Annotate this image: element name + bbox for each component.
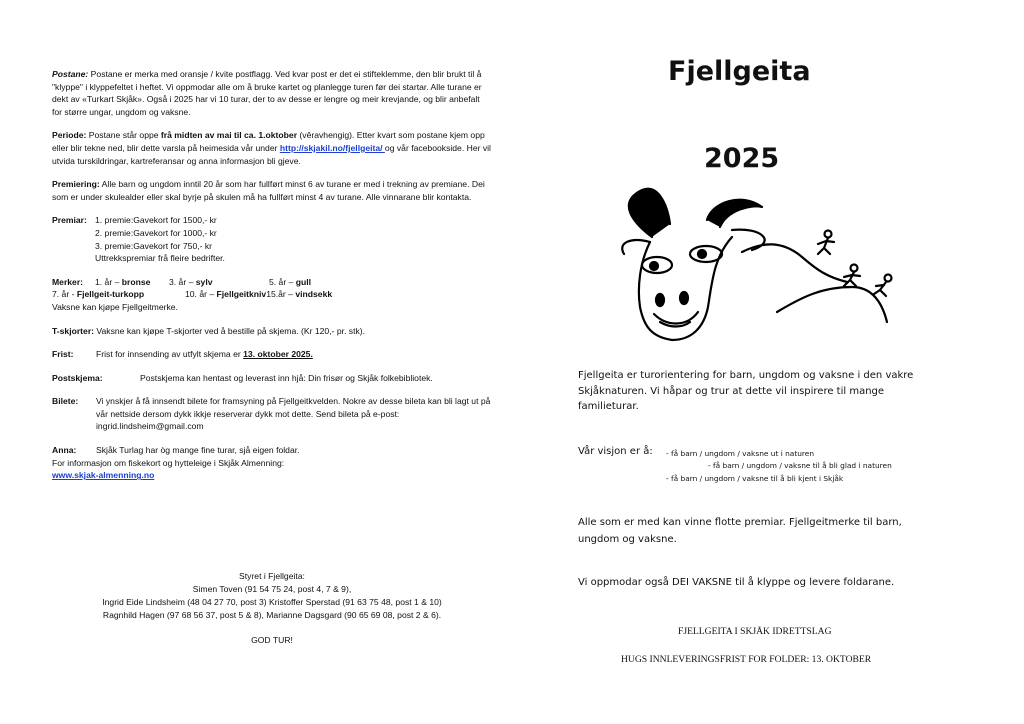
prize-text: Alle som er med kan vinne flotte premiar. Fjellgeitmerke til barn, ungdom og vaksne. [578, 517, 902, 545]
board-heading: Styret i Fjellgeita: [239, 571, 305, 581]
merker-label: Merker: [52, 276, 84, 287]
periode-text-2: (vêravhengig). Etter kvart som postane kjem opp eller blir tekne ned, blir dette varsla på heimesida vår under [52, 130, 485, 153]
periode-paragraph [52, 129, 492, 167]
merker-gull: 5. år – gull [269, 276, 312, 287]
anna-paragraph [52, 444, 492, 457]
anna-text: Skjåk Turlag har òg mange fine turar, sjå eigen foldar. [96, 445, 300, 456]
vision-item: - få barn / ungdom / vaksne ut i naturen [666, 449, 815, 458]
tskjorter-paragraph [52, 325, 492, 338]
cover-year: 2025 [704, 143, 780, 174]
periode-text-3: og vår facebookside. Her vil utvida turskildringar, kartreferansar og anna informasjon bli gjeve. [52, 142, 491, 166]
periode-dates: frå midten av mai til ca. 1.oktober [160, 130, 298, 141]
goat-illustration [612, 182, 912, 362]
cover-title: Fjellgeita [668, 56, 811, 87]
periode-label: Periode: [52, 130, 87, 141]
tskjorter-text: Vaksne kan kjøpe T-skjorter ved å bestille på skjema. (Kr 120,- pr. stk). [94, 325, 366, 336]
premiering-text: Alle barn og ungdom inntil 20 år som har fullført minst 6 av turane er med i trekning av premiane. Dei som er under skulealder eller skal byrje på skulen må ha fullført minst 4 av turane. Alle vinnarane blir kontakta. [52, 179, 485, 202]
premiar-item: Uttrekkspremiar frå fleire bedrifter. [95, 253, 225, 264]
postane-label: Postane: [52, 69, 89, 79]
premiar-item: 3. premie:Gavekort for 750,- kr [95, 240, 213, 251]
frist-paragraph [52, 348, 492, 361]
postane-paragraph [52, 68, 492, 118]
bilete-text: Vi ynskjer å få innsendt bilete for framsyning på Fjellgeitkvelden. Nokre av desse bileta kan bli lagt ut på vår nettside dersom dykk ikkje reserverar dykk mot dette. Send bileta på e-post: ingrid.lindsheim@gmail.com [96, 396, 491, 432]
premiar-section [52, 214, 492, 264]
anna-label: Anna: [52, 445, 77, 456]
periode-text: Postane står oppe [86, 130, 161, 141]
premiar-item: 2. premie:Gavekort for 1000,- kr [95, 227, 217, 238]
tskjorter-label: T-skjorter: [52, 325, 95, 336]
merker-sylv: 3. år – sylv [169, 276, 213, 287]
merker-note: Vaksne kan kjøpe Fjellgeitmerke. [52, 301, 178, 312]
intro-text: Fjellgeita er turorientering for barn, ungdom og vaksne i den vakre Skjåknaturen. Vi håpar og trur at dette vil inspirere til mange familieturar. [578, 370, 914, 412]
encourage-adults-text: Vi oppmodar også DEI VAKSNE til å klyppe og levere foldarane. [578, 577, 895, 588]
merker-turkopp: 7. år - Fjellgeit-turkopp [52, 289, 145, 300]
vision-item: - få barn / ungdom / vaksne til å bli glad i naturen [708, 461, 892, 470]
board-member-line: Ragnhild Hagen (97 68 56 37, post 5 & 8), Marianne Dagsgard (90 65 69 08, post 2 & 6). [102, 610, 442, 620]
premiering-label: Premiering: [52, 179, 100, 190]
merker-kniv: 10. år – Fjellgeitkniv [185, 289, 267, 300]
frist-label: Frist: [52, 349, 74, 360]
vision-heading: Vår visjon er å: [578, 446, 653, 457]
fjellgeita-link[interactable]: http://skjakil.no/fjellgeita/ [279, 142, 385, 153]
frist-date: 13. oktober 2025. [243, 349, 313, 360]
vision-item: - få barn / ungdom / vaksne til å bli kjent i Skjåk [666, 474, 844, 483]
board-member-line: Ingrid Eide Lindsheim (48 04 27 70, post 3) Kristoffer Sperstad (91 63 75 48, post 1 & 10) [102, 597, 442, 607]
left-page [52, 68, 492, 482]
almenning-info: For informasjon om fiskekort og hytteleige i Skjåk Almenning: [52, 457, 285, 468]
club-name: FJELLGEITA I SKJÅK IDRETTSLAG [678, 626, 832, 637]
merker-section [52, 276, 492, 314]
bilete-label: Bilete: [52, 396, 79, 407]
postane-text: Postane er merka med oransje / kvite postflagg. Ved kvar post er det ei stifteklemme, den blir brukt til å "klyppe" i klyppefeltet i heftet. Vi oppmodar alle om å bruke kartet og planlegge turen før dei startar. Alle turane er dekt av «Turkart Skjåk». Også i 2025 har vi 10 turar, der to av desse er lengre og meir krevjande, og blir anbefalt for større ungar, ungdom og vaksne. [52, 69, 482, 117]
merker-vindsekk: 15.år – vindsekk [266, 289, 333, 300]
postskjema-text: Postskjema kan hentast og leverast inn hjå: Din frisør og Skjåk folkebibliotek. [140, 372, 433, 383]
frist-text: Frist for innsending av utfylt skjema er [96, 349, 244, 360]
postskjema-paragraph [52, 372, 492, 385]
board-section [52, 570, 492, 647]
premiar-label: Premiar: [52, 215, 87, 226]
premiar-item: 1. premie:Gavekort for 1500,- kr [95, 215, 217, 226]
premiering-paragraph [52, 178, 492, 203]
deadline-reminder: HUGS INNLEVERINGSFRIST FOR FOLDER: 13. OKTOBER [621, 654, 872, 665]
postskjema-label: Postskjema: [52, 372, 103, 383]
bilete-paragraph [52, 395, 492, 433]
board-member-line: Simen Toven (91 54 75 24, post 4, 7 & 9), [192, 584, 352, 594]
almenning-link[interactable]: www.skjak-almenning.no [52, 470, 155, 481]
merker-bronse: 1. år – bronse [95, 276, 151, 287]
good-trip-text: GOD TUR! [251, 635, 293, 645]
